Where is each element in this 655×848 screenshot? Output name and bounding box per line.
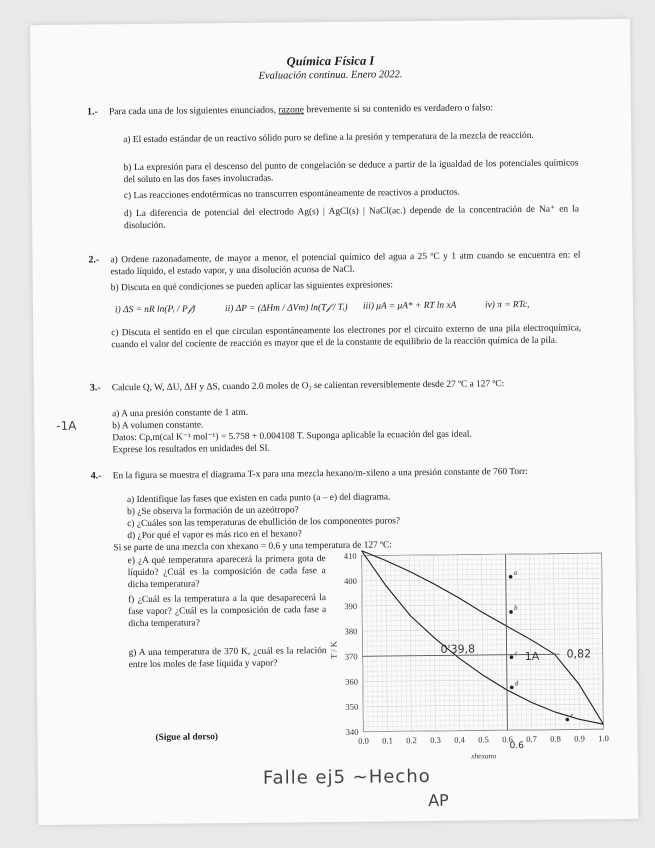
- exam-subtitle: Evaluación continua. Enero 2022.: [258, 69, 403, 82]
- question-2-part-b: b) Discuta en qué condiciones se pueden aplicar las siguientes expresiones:: [110, 280, 394, 294]
- chart-handwritten-note-2: 1A: [524, 649, 540, 663]
- margin-handwriting: -1A: [56, 418, 77, 433]
- y-tick-label: 340: [345, 726, 359, 737]
- grid-line-vertical: [515, 554, 517, 730]
- grid-line-vertical: [558, 554, 560, 730]
- grid-line-vertical: [477, 554, 479, 730]
- chart-grid: [362, 553, 604, 732]
- grid-line-vertical: [482, 554, 484, 730]
- grid-line-vertical: [386, 555, 388, 731]
- grid-line-vertical: [395, 555, 397, 731]
- grid-line-vertical: [592, 553, 594, 729]
- chart-y-ticks: [344, 551, 359, 737]
- grid-line-vertical: [410, 555, 412, 731]
- x-tick-label: 0.4: [454, 734, 465, 745]
- equation-ii: ii) ΔP = (ΔHm / ΔVm) ln(T𝒻 / Tᵢ): [224, 302, 348, 315]
- question-4-mixture: Si se parte de una mezcla con xhexano = 0.6 y una temperatura de 127 ºC:: [113, 540, 392, 554]
- grid-line-vertical: [554, 554, 556, 730]
- grid-line-vertical: [419, 555, 421, 731]
- point-e-label: e: [570, 711, 574, 720]
- grid-line-vertical: [491, 554, 493, 730]
- y-axis-label: T / K: [328, 641, 339, 659]
- grid-line-vertical: [390, 555, 392, 731]
- point-b-label: b: [513, 603, 518, 612]
- x-tick-label: 0.9: [574, 733, 585, 744]
- razone-underlined: razone: [278, 104, 305, 116]
- y-tick-label: 410: [343, 550, 357, 561]
- question-3-datos: Datos: Cp,m(cal K⁻¹ mol⁻¹) = 5.758 + 0.004108 T. Suponga aplicable la ecuación del gas ideal.: [112, 429, 472, 444]
- question-3-part-b: b) A volumen constante.: [112, 420, 204, 432]
- question-4-part-g: g) A una temperatura de 370 K, ¿cuál es la relación entre los moles de fase líquida y vapor?: [128, 646, 327, 671]
- point-b-marker: [509, 610, 513, 614]
- question-1-item-d: d) La diferencia de potencial del electrodo Ag(s) | AgCl(s) | NaCl(ac.) depende de la concentración de Na⁺ en la disolución.: [123, 204, 580, 232]
- question-1-number: 1.-: [86, 106, 98, 118]
- grid-line-vertical: [414, 555, 416, 731]
- y-tick-label: 370: [344, 651, 358, 662]
- chart-handwritten-note-1: 0'39,8: [440, 642, 476, 656]
- grid-line-vertical: [501, 554, 503, 730]
- grid-line-vertical: [510, 554, 512, 730]
- question-2-part-a: a) Ordene razonadamente, de mayor a menor, el potencial químico del agua a 25 ºC y 1 atm cuando se encuentra en: el estado líquido, el estado vapor, y una disolución acuosa de NaCl.: [110, 250, 581, 278]
- grid-line-vertical: [405, 555, 407, 731]
- grid-line-vertical: [563, 554, 565, 730]
- y-tick-label: 400: [344, 575, 357, 587]
- x-tick-label: 0.6: [502, 734, 513, 745]
- grid-line-vertical: [366, 556, 368, 732]
- grid-line-vertical: [602, 553, 604, 729]
- x-tick-label: 0.1: [382, 735, 393, 746]
- equation-i: i) ΔS = nR ln(Pᵢ / P𝒻): [114, 304, 196, 316]
- point-a-marker: [509, 575, 513, 579]
- grid-line-vertical: [381, 555, 383, 731]
- point-c-marker: [510, 655, 514, 659]
- question-3-si-units: Exprese los resultados en unidades del SI.: [112, 443, 271, 456]
- y-tick-label: 350: [345, 701, 359, 712]
- grid-line-vertical: [539, 554, 541, 730]
- exam-sheet: [30, 19, 638, 825]
- question-3-number: 3.-: [89, 382, 101, 394]
- question-3-part-a: a) A una presión constante de 1 atm.: [112, 407, 249, 420]
- grid-line-vertical: [525, 554, 527, 730]
- question-3-intro: Calcule Q, W, ΔU, ΔH y ΔS, cuando 2.0 moles de O₂ se calientan reversiblemente desde 27 ºC a 127 ºC:: [111, 379, 505, 394]
- equation-iv: iv) π = RTc,: [484, 299, 530, 311]
- grid-line-vertical: [587, 553, 589, 729]
- y-tick-label: 360: [345, 676, 358, 687]
- grid-line-vertical: [582, 553, 584, 729]
- y-tick-label: 380: [344, 626, 358, 637]
- x-tick-label: 1.0: [598, 733, 609, 744]
- question-2-part-c: c) Discuta el sentido en el que circulan espontáneamente los electrones por el circuito externo de una pila electroquímica, cuando el valor del cociente de reacción es mayor que el de la constante de equilibrio de la reacción química de la pila.: [111, 323, 582, 351]
- point-e-marker: [565, 718, 569, 722]
- grid-line-vertical: [400, 555, 402, 731]
- point-d-marker: [510, 686, 514, 690]
- x-tick-label: 0.7: [526, 733, 537, 744]
- grid-line-vertical: [578, 553, 580, 729]
- grid-line-vertical: [544, 554, 546, 730]
- question-4-part-c: c) ¿Cuáles son las temperaturas de ebullición de los componentes puros?: [127, 516, 401, 530]
- question-1-intro: Para cada una de los siguientes enunciados, razone brevemente si su contenido es verdadero o falso:: [108, 102, 494, 118]
- y-tick-label: 390: [344, 601, 358, 612]
- grid-line-vertical: [362, 556, 364, 732]
- point-c-label: c: [514, 649, 518, 658]
- bottom-handwritten-note: Falle ej5 ~Hecho: [262, 765, 431, 789]
- grid-line-vertical: [434, 555, 436, 731]
- grid-line-vertical: [549, 554, 551, 730]
- grid-line-vertical: [486, 554, 488, 730]
- grid-line-vertical: [597, 553, 599, 729]
- x-tick-label: 0.8: [550, 733, 561, 744]
- point-a-label: a: [513, 568, 518, 577]
- chart-handwritten-note-3: 0,82: [566, 647, 592, 661]
- x-axis-label: xhexano: [471, 751, 497, 761]
- chart-points: [509, 568, 574, 722]
- question-1-item-c: c) Las reacciones endotérmicas no transcurren espontáneamente de reactivos a productos.: [123, 187, 460, 202]
- question-4-part-d: d) ¿Por qué el vapor es más rico en el hexano?: [127, 529, 302, 542]
- x-tick-label: 0.2: [406, 735, 417, 746]
- grid-line-vertical: [568, 554, 570, 730]
- grid-line-vertical: [424, 555, 426, 731]
- question-1-item-a: a) El estado estándar de un reactivo sólido puro se define a la presión y temperatura de la mezcla de reacción.: [123, 130, 534, 146]
- x-tick-label: 0.3: [430, 734, 441, 745]
- question-1-item-b: b) La expresión para el descenso del punto de congelación se deduce a partir de la igualdad de los potenciales químicos del soluto en las dos fases involucradas.: [123, 158, 579, 186]
- bottom-handwritten-signature: AP: [428, 790, 449, 811]
- question-4-part-b: b) ¿Se observa la formación de un azeótropo?: [127, 505, 299, 518]
- grid-line-vertical: [520, 554, 522, 730]
- question-4-part-f: f) ¿Cuál es la temperatura a la que desaparecerá la fase vapor? ¿Cuál es la composición de cada fase a dicha temperatura?: [127, 593, 327, 630]
- point-d-label: d: [514, 679, 519, 688]
- phase-diagram-chart: [328, 547, 612, 764]
- sigue-al-dorso: (Sigue al dorso): [155, 732, 219, 743]
- chart-handwritten-x-note: 0.6: [509, 741, 524, 752]
- question-4-part-e: e) ¿A qué temperatura aparecerá la primera gota de líquido? ¿Cuál es la composición de cada fase a dicha temperatura?: [127, 554, 326, 591]
- question-4-number: 4.-: [90, 470, 102, 482]
- grid-line-vertical: [573, 553, 575, 729]
- chart-x-ticks: [358, 733, 609, 746]
- grid-line-vertical: [496, 554, 498, 730]
- exam-title: Química Física I: [286, 53, 375, 69]
- x-tick-label: 0.5: [478, 734, 489, 745]
- question-4-part-a: a) Identifique las fases que existen en cada punto (a – e) del diagrama.: [126, 492, 391, 506]
- question-4-intro: En la figura se muestra el diagrama T-x para una mezcla hexano/m-xileno a una presión constante de 760 Torr:: [112, 466, 528, 482]
- grid-line-vertical: [376, 556, 378, 732]
- grid-line-vertical: [371, 556, 373, 732]
- grid-line-vertical: [530, 554, 532, 730]
- equation-iii: iii) μA = μA* + RT ln xA: [362, 300, 457, 312]
- question-2-number: 2.-: [88, 254, 100, 266]
- x-0.6-vertical-line: [506, 554, 508, 730]
- x-tick-label: 0.0: [358, 735, 369, 746]
